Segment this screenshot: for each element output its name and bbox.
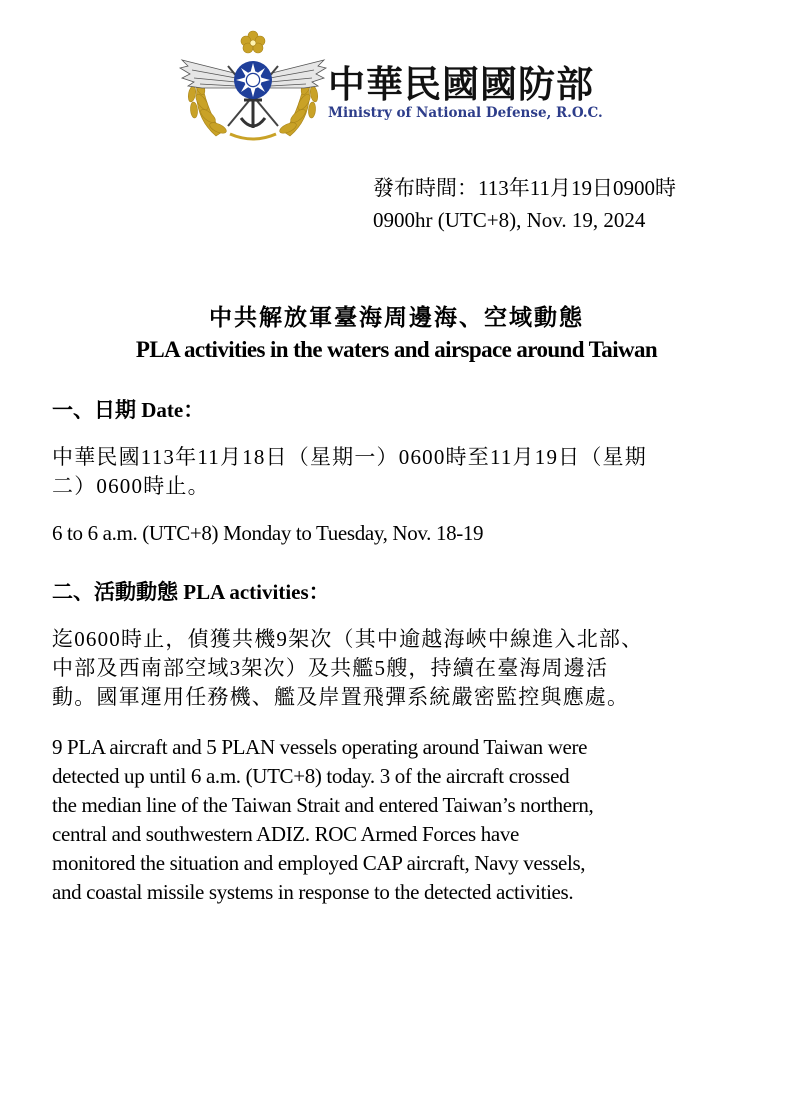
date-zh-line: 中華民國113年11月18日（星期一）0600時至11月19日（星期 — [52, 445, 647, 469]
org-name-en: Ministry of National Defense, R.O.C. — [328, 105, 603, 121]
activities-en-line: detected up until 6 a.m. (UTC+8) today. 3 of the aircraft crossed — [52, 764, 570, 788]
release-time — [373, 172, 676, 236]
date-paragraph-zh — [52, 443, 772, 501]
activities-en-line: monitored the situation and employed CAP aircraft, Navy vessels, — [52, 851, 586, 875]
release-time-zh: 發布時間：113年11月19日0900時 — [373, 176, 676, 200]
date-paragraph-en: 6 to 6 a.m. (UTC+8) Monday to Tuesday, Nov. 18-19 — [52, 521, 484, 545]
document-title — [0, 302, 793, 366]
activities-paragraph-zh — [52, 625, 772, 712]
activities-paragraph-en — [52, 733, 772, 907]
activities-en-line: 9 PLA aircraft and 5 PLAN vessels operating around Taiwan were — [52, 735, 588, 759]
activities-en-line: and coastal missile systems in response to the detected activities. — [52, 880, 574, 904]
letterhead — [178, 26, 638, 144]
activities-en-line: central and southwestern ADIZ. ROC Armed Forces have — [52, 822, 520, 846]
release-time-en: 0900hr (UTC+8), Nov. 19, 2024 — [373, 208, 646, 232]
date-zh-line: 二）0600時止。 — [52, 474, 210, 498]
mnd-emblem-icon — [178, 26, 328, 144]
title-zh: 中共解放軍臺海周邊海、空域動態 — [209, 305, 584, 330]
date-section-heading: 一、日期 Date： — [52, 398, 205, 422]
activities-zh-line: 中部及西南部空域3架次）及共艦5艘，持續在臺海周邊活 — [52, 656, 609, 680]
org-name-zh: 中華民國國防部 — [328, 63, 594, 106]
activities-en-line: the median line of the Taiwan Strait and entered Taiwan’s northern, — [52, 793, 594, 817]
activities-zh-line: 動。國軍運用任務機、艦及岸置飛彈系統嚴密監控與應處。 — [52, 685, 630, 709]
activities-section-heading: 二、活動動態 PLA activities： — [52, 580, 330, 604]
activities-zh-line: 迄0600時止，偵獲共機9架次（其中逾越海峽中線進入北部、 — [52, 627, 644, 651]
title-en: PLA activities in the waters and airspace around Taiwan — [135, 337, 658, 362]
